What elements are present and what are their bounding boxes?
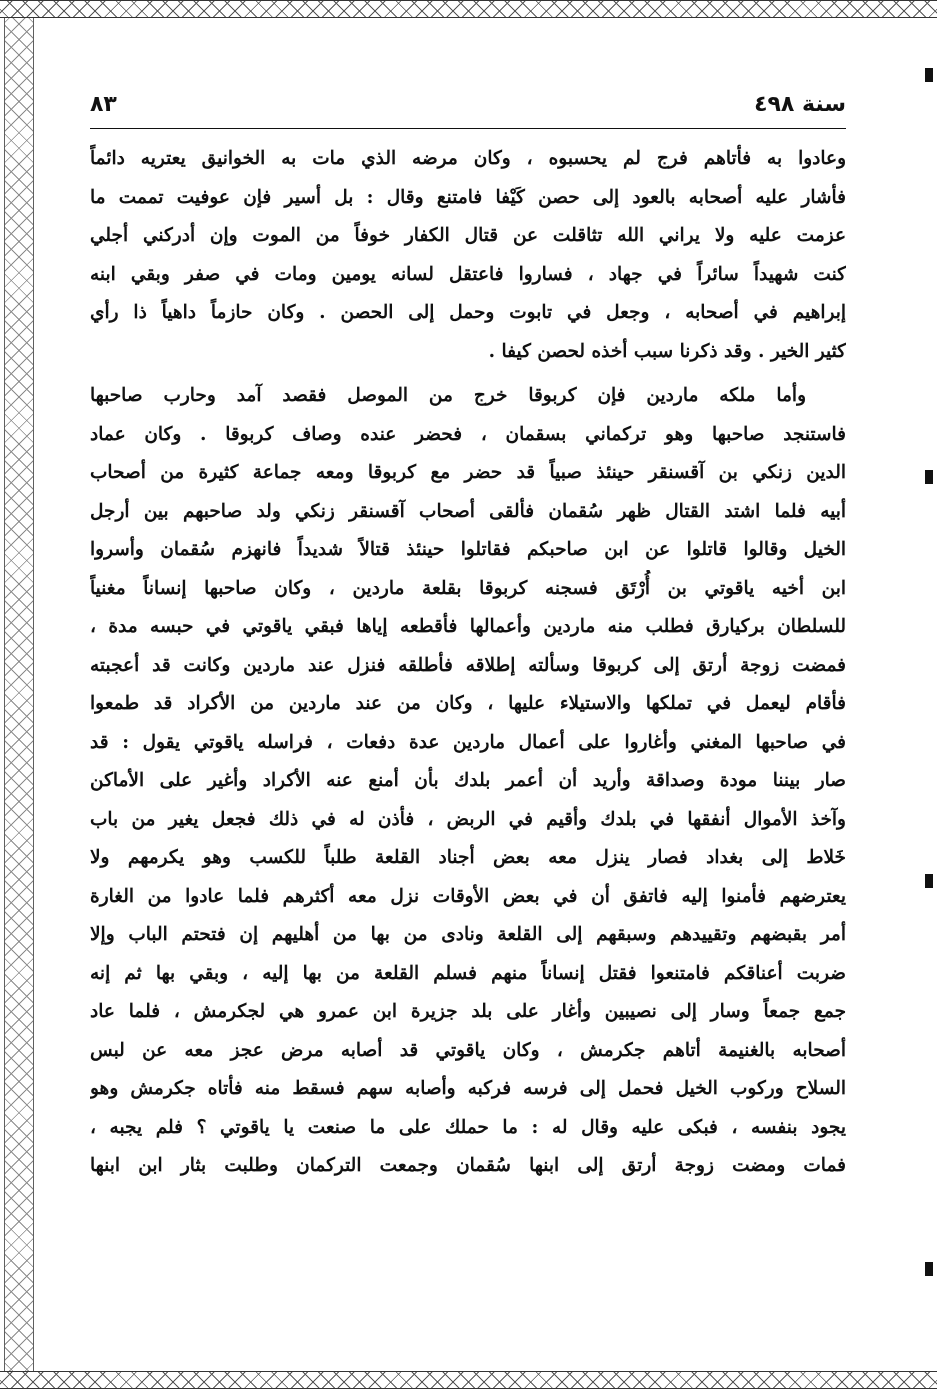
text-line: يجود بنفسه ، فبكى عليه وقال له : ما حملك على ما صنعت يا ياقوتي ؟ فلم يجبه ، bbox=[90, 1116, 846, 1138]
paragraph-2 bbox=[90, 377, 846, 1186]
text-line: فمضت زوجة أرتق إلى كربوقا وسألته إطلاقه فأطلقه فنزل عند ماردين وكانت قد أعجبته bbox=[90, 654, 846, 676]
margin-marker bbox=[925, 874, 933, 888]
text-line: جمع جمعاً وسار إلى نصيبين وأغار على بلد جزيرة ابن عمرو هي لجكرمش ، فلما عاد bbox=[90, 1001, 846, 1022]
body-text bbox=[90, 140, 846, 1186]
text-line: ابن أخيه ياقوتي بن أُرْتَق فسجنه كربوقا بقلعة ماردين ، وكان صاحبها إنساناً مغنياً bbox=[90, 577, 846, 599]
text-line: فاستنجد صاحبها وهو تركماني بسقمان ، فحضر عنده وصاف كربوقا . وكان عماد bbox=[90, 423, 846, 445]
text-line: الخيل وقالوا قاتلوا عن ابن صاحبكم فقاتلوا حينئذ قتالاً شديداً فانهزم سُقمان وأسروا bbox=[90, 539, 846, 560]
left-ornamental-border bbox=[4, 18, 34, 1371]
text-line: صار بيننا مودة وصداقة وأريد أن أعمر بلدك بأن أمنع عنه الأكراد وأغير على الأماكن bbox=[90, 770, 846, 791]
text-line: كثير الخير . وقد ذكرنا سبب أخذه لحصن كيفا . bbox=[488, 340, 846, 362]
text-line: في صاحبها المغني وأغاروا على أعمال ماردين عدة دفعات ، فراسله ياقوتي يقول : قد bbox=[90, 731, 846, 753]
text-line: وعادوا به فأتاهم فرج لم يحسبوه ، وكان مرضه الذي مات به الخوانيق يعتريه دائماً bbox=[90, 148, 846, 169]
top-ornamental-border bbox=[0, 0, 937, 18]
text-line: كنت شهيداً سائراً في جهاد ، فساروا فاعتقل لسانه يومين ومات في صفر وبقي ابنه bbox=[90, 263, 846, 285]
text-line: الدين زنكي بن آقسنقر حينئذ صبياً قد حضر مع كربوقا ومعه جماعة كثيرة من أصحاب bbox=[90, 462, 846, 483]
text-line: وآخذ الأموال أنفقها في بلدك وأقيم في الربض ، فأذن له في ذلك فجعل يغير من باب bbox=[90, 808, 846, 830]
text-line: للسلطان بركيارق فطلب منه ماردين وأعمالها فأقطعه إياها فبقي ياقوتي في حبسه مدة ، bbox=[90, 616, 846, 637]
text-line: ضربت أعناقكم فامتنعوا فقتل إنساناً منهم فسلم القلعة من بها إليه ، وبقي بها ثم إنه bbox=[90, 962, 846, 984]
text-line: فمات ومضت زوجة أرتق إلى ابنها سُقمان وجمعت التركمان وطلبت بثار ابن ابنها bbox=[90, 1155, 846, 1176]
text-line: عزمت عليه ولا يراني الله تثاقلت عن قتال الكفار خوفاً من الموت وإن أدركني أجلي bbox=[90, 225, 846, 246]
text-line: خَلاط إلى بغداد فصار ينزل معه بعض أجناد القلعة طلباً للكسب وهو يكرمهم ولا bbox=[90, 847, 846, 868]
header-rule bbox=[90, 128, 846, 129]
paragraph-1 bbox=[90, 140, 846, 371]
page-header bbox=[90, 90, 846, 130]
text-line: إبراهيم في أصحابه ، وجعل في تابوت وحمل إلى الحصن . وكان حازماً داهياً ذا رأي bbox=[90, 302, 846, 323]
text-line: يعترضهم فأمنوا إليه فاتفق أن في بعض الأوقات نزل معه أكثرهم فلما عادوا من الغارة bbox=[90, 885, 846, 907]
text-line: أبيه فلما اشتد القتال ظهر سُقمان فألقى أصحاب آقسنقر زنكي ولد صاحبهم بين أرجل bbox=[90, 500, 846, 522]
margin-marker bbox=[925, 470, 933, 484]
page-number: ٨٣ bbox=[90, 92, 117, 117]
text-line: أصحابه بالغنيمة أتاهم جكرمش ، وكان ياقوتي قد أصابه مرض عجز معه عن لبس bbox=[90, 1039, 846, 1061]
running-head: سنة ٤٩٨ bbox=[754, 92, 846, 117]
text-line: وأما ملكه ماردين فإن كربوقا خرج من الموصل فقصد آمد وحارب صاحبها bbox=[90, 385, 806, 406]
margin-marker bbox=[925, 1262, 933, 1276]
text-line: فأشار عليه أصحابه بالعود إلى حصن كَيْفا فامتنع وقال : بل أسير فإن عوفيت تممت ما bbox=[90, 186, 846, 208]
bottom-ornamental-border bbox=[0, 1371, 937, 1389]
margin-marker bbox=[925, 68, 933, 82]
text-line: فأقام ليعمل في تملكها والاستيلاء عليها ، وكان من عند ماردين من الأكراد قد طمعوا bbox=[90, 693, 846, 714]
text-line: أمر بقبضهم وتقييدهم وسبقهم إلى القلعة ونادى من بها من أهليهم إن فتحتم الباب وإلا bbox=[90, 924, 846, 945]
text-line: السلاح وركوب الخيل فحمل إلى فرسه فركبه وأصابه سهم فسقط منه فأتاه جكرمش وهو bbox=[90, 1078, 846, 1099]
